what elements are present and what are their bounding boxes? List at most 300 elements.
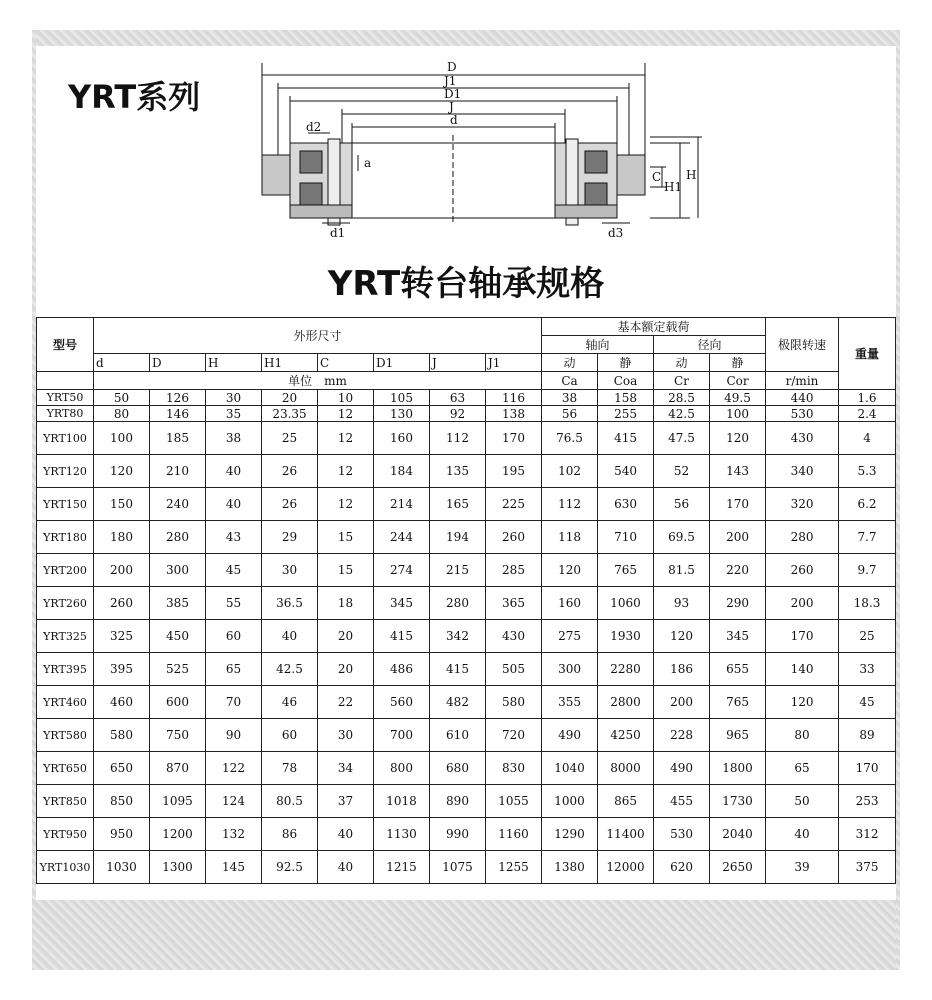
value-cell: 20	[262, 390, 318, 406]
value-cell: 43	[206, 521, 262, 554]
value-cell: 26	[262, 488, 318, 521]
diagram-label-d3: d3	[608, 226, 624, 240]
header-col-D1: D1	[374, 354, 430, 372]
value-cell: 2040	[710, 818, 766, 851]
value-cell: 23.35	[262, 406, 318, 422]
value-cell: 655	[710, 653, 766, 686]
table-row	[37, 587, 896, 620]
header-radial-static: 静	[710, 354, 766, 372]
value-cell: 40	[318, 818, 374, 851]
value-cell: 210	[150, 455, 206, 488]
value-cell: 710	[598, 521, 654, 554]
header-col-Cr: Cr	[654, 372, 710, 390]
value-cell: 505	[486, 653, 542, 686]
value-cell: 120	[654, 620, 710, 653]
value-cell: 170	[839, 752, 896, 785]
value-cell: 120	[94, 455, 150, 488]
value-cell: 600	[150, 686, 206, 719]
value-cell: 180	[94, 521, 150, 554]
value-cell: 200	[654, 686, 710, 719]
value-cell: 34	[318, 752, 374, 785]
model-cell: YRT180	[37, 521, 94, 554]
value-cell: 140	[766, 653, 839, 686]
value-cell: 1060	[598, 587, 654, 620]
value-cell: 20	[318, 653, 374, 686]
header-axial: 轴向	[542, 336, 654, 354]
table-row	[37, 851, 896, 884]
value-cell: 990	[430, 818, 486, 851]
value-cell: 10	[318, 390, 374, 406]
value-cell: 275	[542, 620, 598, 653]
value-cell: 7.7	[839, 521, 896, 554]
value-cell: 37	[318, 785, 374, 818]
value-cell: 60	[206, 620, 262, 653]
value-cell: 300	[150, 554, 206, 587]
value-cell: 255	[598, 406, 654, 422]
value-cell: 312	[839, 818, 896, 851]
value-cell: 1290	[542, 818, 598, 851]
value-cell: 280	[150, 521, 206, 554]
value-cell: 46	[262, 686, 318, 719]
value-cell: 92	[430, 406, 486, 422]
value-cell: 12	[318, 455, 374, 488]
value-cell: 49.5	[710, 390, 766, 406]
value-cell: 12	[318, 422, 374, 455]
value-cell: 345	[374, 587, 430, 620]
value-cell: 100	[94, 422, 150, 455]
value-cell: 285	[486, 554, 542, 587]
value-cell: 700	[374, 719, 430, 752]
value-cell: 1215	[374, 851, 430, 884]
value-cell: 340	[766, 455, 839, 488]
header-radial: 径向	[654, 336, 766, 354]
model-cell: YRT1030	[37, 851, 94, 884]
table-row	[37, 554, 896, 587]
value-cell: 22	[318, 686, 374, 719]
value-cell: 86	[262, 818, 318, 851]
value-cell: 4	[839, 422, 896, 455]
header-col-Cor: Cor	[710, 372, 766, 390]
value-cell: 385	[150, 587, 206, 620]
value-cell: 80.5	[262, 785, 318, 818]
table-row	[37, 818, 896, 851]
value-cell: 486	[374, 653, 430, 686]
table-row	[37, 686, 896, 719]
model-cell: YRT950	[37, 818, 94, 851]
value-cell: 610	[430, 719, 486, 752]
value-cell: 290	[710, 587, 766, 620]
value-cell: 1030	[94, 851, 150, 884]
value-cell: 1300	[150, 851, 206, 884]
value-cell: 525	[150, 653, 206, 686]
header-load-rating: 基本额定载荷	[542, 318, 766, 336]
header-col-J1: J1	[486, 354, 542, 372]
value-cell: 143	[710, 455, 766, 488]
value-cell: 415	[430, 653, 486, 686]
value-cell: 40	[206, 455, 262, 488]
bottom-texture-band	[32, 900, 900, 970]
value-cell: 375	[839, 851, 896, 884]
value-cell: 93	[654, 587, 710, 620]
value-cell: 40	[318, 851, 374, 884]
value-cell: 580	[486, 686, 542, 719]
value-cell: 765	[598, 554, 654, 587]
value-cell: 220	[710, 554, 766, 587]
value-cell: 560	[374, 686, 430, 719]
table-row	[37, 653, 896, 686]
spec-table	[36, 317, 896, 884]
value-cell: 158	[598, 390, 654, 406]
value-cell: 450	[150, 620, 206, 653]
model-cell: YRT120	[37, 455, 94, 488]
value-cell: 112	[430, 422, 486, 455]
value-cell: 650	[94, 752, 150, 785]
value-cell: 2280	[598, 653, 654, 686]
value-cell: 102	[542, 455, 598, 488]
value-cell: 1130	[374, 818, 430, 851]
value-cell: 1200	[150, 818, 206, 851]
value-cell: 200	[94, 554, 150, 587]
value-cell: 81.5	[654, 554, 710, 587]
value-cell: 12	[318, 488, 374, 521]
value-cell: 55	[206, 587, 262, 620]
value-cell: 2.4	[839, 406, 896, 422]
value-cell: 2800	[598, 686, 654, 719]
value-cell: 415	[598, 422, 654, 455]
spec-title: YRT转台轴承规格	[327, 264, 605, 304]
value-cell: 116	[486, 390, 542, 406]
value-cell: 200	[710, 521, 766, 554]
value-cell: 80	[94, 406, 150, 422]
value-cell: 170	[766, 620, 839, 653]
right-texture-band	[896, 30, 900, 970]
value-cell: 29	[262, 521, 318, 554]
value-cell: 460	[94, 686, 150, 719]
value-cell: 2650	[710, 851, 766, 884]
value-cell: 214	[374, 488, 430, 521]
value-cell: 36.5	[262, 587, 318, 620]
header-col-C: C	[318, 354, 374, 372]
header-weight: 重量	[839, 318, 896, 390]
value-cell: 65	[766, 752, 839, 785]
value-cell: 160	[374, 422, 430, 455]
diagram-label-J1: J1	[444, 74, 457, 88]
model-cell: YRT50	[37, 390, 94, 406]
table-row	[37, 390, 896, 406]
value-cell: 135	[430, 455, 486, 488]
value-cell: 126	[150, 390, 206, 406]
value-cell: 45	[206, 554, 262, 587]
header-col-J: J	[430, 354, 486, 372]
value-cell: 1055	[486, 785, 542, 818]
value-cell: 63	[430, 390, 486, 406]
value-cell: 260	[94, 587, 150, 620]
model-cell: YRT150	[37, 488, 94, 521]
model-cell: YRT460	[37, 686, 94, 719]
model-cell: YRT580	[37, 719, 94, 752]
value-cell: 1.6	[839, 390, 896, 406]
value-cell: 92.5	[262, 851, 318, 884]
value-cell: 1380	[542, 851, 598, 884]
value-cell: 30	[206, 390, 262, 406]
value-cell: 105	[374, 390, 430, 406]
value-cell: 225	[486, 488, 542, 521]
table-row	[37, 521, 896, 554]
diagram-label-a: a	[364, 156, 372, 170]
value-cell: 145	[206, 851, 262, 884]
value-cell: 100	[710, 406, 766, 422]
table-row	[37, 455, 896, 488]
top-texture-band	[32, 30, 900, 46]
value-cell: 42.5	[654, 406, 710, 422]
value-cell: 39	[766, 851, 839, 884]
value-cell: 253	[839, 785, 896, 818]
value-cell: 490	[654, 752, 710, 785]
model-cell: YRT395	[37, 653, 94, 686]
table-row	[37, 422, 896, 455]
header-col-Ca: Ca	[542, 372, 598, 390]
value-cell: 60	[262, 719, 318, 752]
value-cell: 185	[150, 422, 206, 455]
value-cell: 395	[94, 653, 150, 686]
value-cell: 76.5	[542, 422, 598, 455]
value-cell: 30	[262, 554, 318, 587]
value-cell: 38	[542, 390, 598, 406]
value-cell: 130	[374, 406, 430, 422]
value-cell: 1800	[710, 752, 766, 785]
header-col-d: d	[94, 354, 150, 372]
value-cell: 365	[486, 587, 542, 620]
value-cell: 490	[542, 719, 598, 752]
value-cell: 1075	[430, 851, 486, 884]
value-cell: 184	[374, 455, 430, 488]
value-cell: 89	[839, 719, 896, 752]
value-cell: 18	[318, 587, 374, 620]
model-cell: YRT650	[37, 752, 94, 785]
value-cell: 1255	[486, 851, 542, 884]
value-cell: 440	[766, 390, 839, 406]
value-cell: 890	[430, 785, 486, 818]
diagram-label-H: H	[686, 168, 697, 182]
value-cell: 415	[374, 620, 430, 653]
diagram-label-D: D	[447, 60, 457, 74]
header-blank	[37, 372, 94, 390]
header-col-H1: H1	[262, 354, 318, 372]
value-cell: 15	[318, 554, 374, 587]
value-cell: 70	[206, 686, 262, 719]
value-cell: 9.7	[839, 554, 896, 587]
table-row	[37, 488, 896, 521]
header-speed-unit: r/min	[766, 372, 839, 390]
value-cell: 1730	[710, 785, 766, 818]
value-cell: 720	[486, 719, 542, 752]
value-cell: 40	[262, 620, 318, 653]
value-cell: 1040	[542, 752, 598, 785]
value-cell: 122	[206, 752, 262, 785]
value-cell: 865	[598, 785, 654, 818]
value-cell: 50	[94, 390, 150, 406]
value-cell: 80	[766, 719, 839, 752]
value-cell: 25	[839, 620, 896, 653]
value-cell: 195	[486, 455, 542, 488]
header-axial-static: 静	[598, 354, 654, 372]
value-cell: 630	[598, 488, 654, 521]
value-cell: 540	[598, 455, 654, 488]
value-cell: 118	[542, 521, 598, 554]
value-cell: 38	[206, 422, 262, 455]
model-cell: YRT850	[37, 785, 94, 818]
value-cell: 150	[94, 488, 150, 521]
diagram-label-d1: d1	[330, 226, 346, 240]
bearing-cross-section-diagram	[250, 55, 710, 245]
header-model: 型号	[37, 318, 94, 372]
value-cell: 342	[430, 620, 486, 653]
value-cell: 18.3	[839, 587, 896, 620]
value-cell: 40	[766, 818, 839, 851]
value-cell: 355	[542, 686, 598, 719]
header-axial-dynamic: 动	[542, 354, 598, 372]
value-cell: 165	[430, 488, 486, 521]
header-col-D: D	[150, 354, 206, 372]
header-col-Coa: Coa	[598, 372, 654, 390]
value-cell: 42.5	[262, 653, 318, 686]
value-cell: 132	[206, 818, 262, 851]
value-cell: 4250	[598, 719, 654, 752]
value-cell: 215	[430, 554, 486, 587]
value-cell: 56	[542, 406, 598, 422]
value-cell: 56	[654, 488, 710, 521]
value-cell: 52	[654, 455, 710, 488]
value-cell: 244	[374, 521, 430, 554]
value-cell: 8000	[598, 752, 654, 785]
model-cell: YRT100	[37, 422, 94, 455]
value-cell: 112	[542, 488, 598, 521]
value-cell: 1018	[374, 785, 430, 818]
value-cell: 430	[766, 422, 839, 455]
value-cell: 950	[94, 818, 150, 851]
value-cell: 345	[710, 620, 766, 653]
value-cell: 228	[654, 719, 710, 752]
header-dimensions: 外形尺寸	[94, 318, 542, 354]
diagram-label-H1: H1	[664, 180, 683, 194]
value-cell: 50	[766, 785, 839, 818]
value-cell: 1160	[486, 818, 542, 851]
value-cell: 12000	[598, 851, 654, 884]
header-radial-dynamic: 动	[654, 354, 710, 372]
value-cell: 260	[486, 521, 542, 554]
diagram-label-d2: d2	[306, 120, 322, 134]
value-cell: 300	[542, 653, 598, 686]
value-cell: 274	[374, 554, 430, 587]
value-cell: 765	[710, 686, 766, 719]
value-cell: 580	[94, 719, 150, 752]
value-cell: 620	[654, 851, 710, 884]
value-cell: 138	[486, 406, 542, 422]
table-row	[37, 785, 896, 818]
value-cell: 12	[318, 406, 374, 422]
value-cell: 47.5	[654, 422, 710, 455]
value-cell: 11400	[598, 818, 654, 851]
model-cell: YRT260	[37, 587, 94, 620]
value-cell: 28.5	[654, 390, 710, 406]
header-col-H: H	[206, 354, 262, 372]
value-cell: 15	[318, 521, 374, 554]
diagram-label-d: d	[450, 113, 458, 127]
model-cell: YRT200	[37, 554, 94, 587]
value-cell: 65	[206, 653, 262, 686]
value-cell: 45	[839, 686, 896, 719]
header-unit: 单位 mm	[94, 372, 542, 390]
value-cell: 750	[150, 719, 206, 752]
value-cell: 430	[486, 620, 542, 653]
value-cell: 6.2	[839, 488, 896, 521]
value-cell: 26	[262, 455, 318, 488]
value-cell: 5.3	[839, 455, 896, 488]
diagram-label-C: C	[652, 170, 662, 184]
value-cell: 965	[710, 719, 766, 752]
table-row	[37, 719, 896, 752]
value-cell: 830	[486, 752, 542, 785]
value-cell: 160	[542, 587, 598, 620]
value-cell: 1930	[598, 620, 654, 653]
value-cell: 455	[654, 785, 710, 818]
table-row	[37, 406, 896, 422]
value-cell: 186	[654, 653, 710, 686]
value-cell: 35	[206, 406, 262, 422]
diagram-label-D1: D1	[444, 87, 462, 101]
value-cell: 325	[94, 620, 150, 653]
value-cell: 194	[430, 521, 486, 554]
model-cell: YRT80	[37, 406, 94, 422]
value-cell: 530	[766, 406, 839, 422]
table-row	[37, 752, 896, 785]
value-cell: 25	[262, 422, 318, 455]
value-cell: 680	[430, 752, 486, 785]
value-cell: 120	[542, 554, 598, 587]
value-cell: 78	[262, 752, 318, 785]
value-cell: 280	[430, 587, 486, 620]
value-cell: 30	[318, 719, 374, 752]
series-title: YRT系列	[68, 78, 201, 116]
value-cell: 482	[430, 686, 486, 719]
value-cell: 69.5	[654, 521, 710, 554]
value-cell: 90	[206, 719, 262, 752]
value-cell: 40	[206, 488, 262, 521]
table-row	[37, 620, 896, 653]
model-cell: YRT325	[37, 620, 94, 653]
value-cell: 146	[150, 406, 206, 422]
value-cell: 530	[654, 818, 710, 851]
value-cell: 124	[206, 785, 262, 818]
value-cell: 170	[710, 488, 766, 521]
value-cell: 320	[766, 488, 839, 521]
value-cell: 120	[710, 422, 766, 455]
header-speed-limit: 极限转速	[766, 318, 839, 372]
value-cell: 200	[766, 587, 839, 620]
value-cell: 280	[766, 521, 839, 554]
value-cell: 120	[766, 686, 839, 719]
value-cell: 33	[839, 653, 896, 686]
value-cell: 850	[94, 785, 150, 818]
value-cell: 1095	[150, 785, 206, 818]
value-cell: 260	[766, 554, 839, 587]
value-cell: 870	[150, 752, 206, 785]
diagram-label-J: J	[449, 100, 454, 114]
value-cell: 240	[150, 488, 206, 521]
value-cell: 800	[374, 752, 430, 785]
value-cell: 170	[486, 422, 542, 455]
value-cell: 1000	[542, 785, 598, 818]
